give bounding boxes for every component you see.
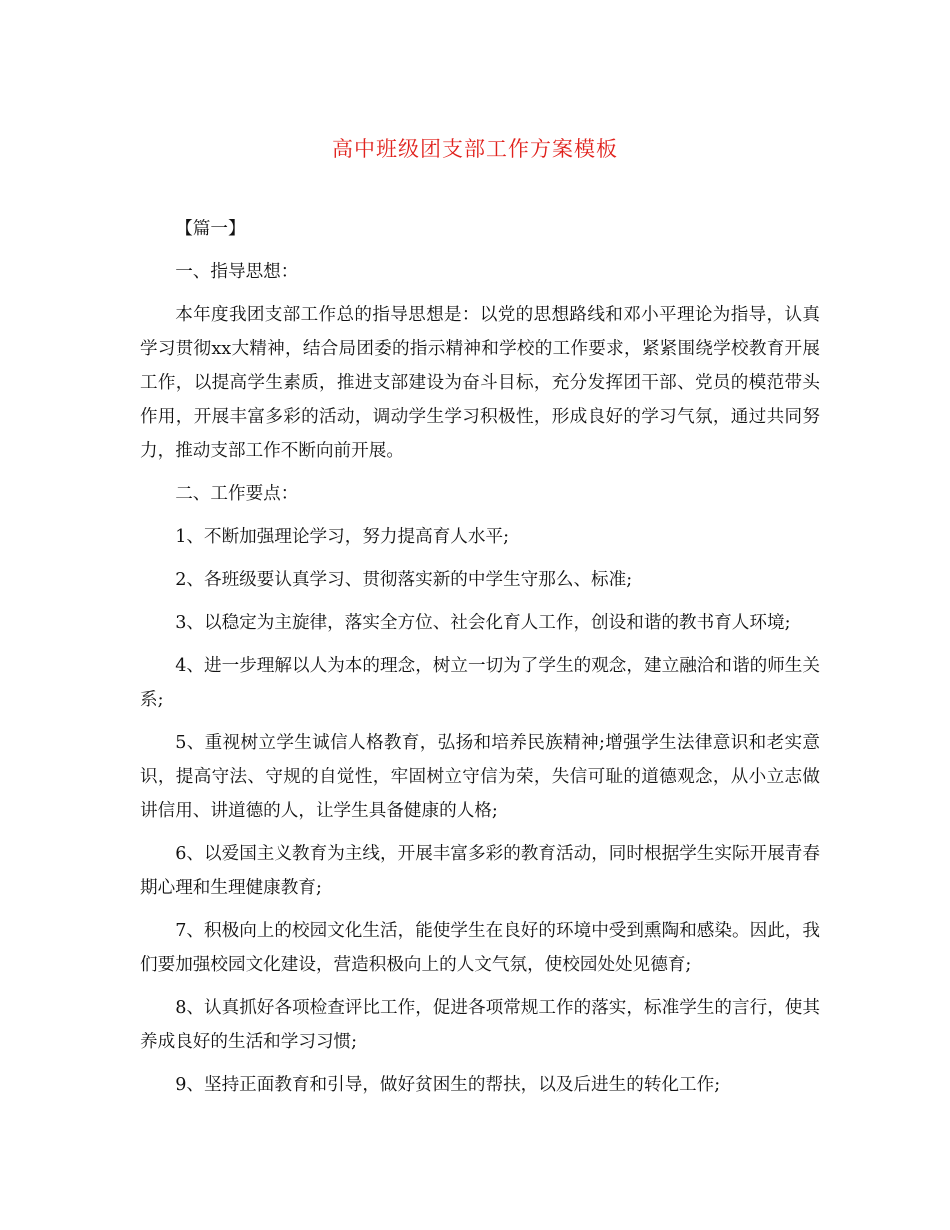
document-body xyxy=(140,212,820,1111)
heading-work-points: 二、工作要点： xyxy=(175,484,299,504)
work-point-2: 2、各班级要认真学习、贯彻落实新的中学生守那么、标准; xyxy=(175,570,633,590)
work-point-6: 6、以爱国主义教育为主线，开展丰富多彩的教育活动，同时根据学生实际开展青春期心理和生理健康教育; xyxy=(140,844,820,898)
work-point-9: 9、坚持正面教育和引导，做好贫困生的帮扶，以及后进生的转化工作; xyxy=(175,1075,721,1095)
paragraph-guiding-ideology: 本年度我团支部工作总的指导思想是：以党的思想路线和邓小平理论为指导，认真学习贯彻xx大精神，结合局团委的指示精神和学校的工作要求，紧紧围绕学校教育开展工作，以提高学生素质，推进支部建设为奋斗目标，充分发挥团干部、党员的模范带头作用，开展丰富多彩的活动，调动学生学习积极性，形成良好的学习气氛，通过共同努力，推动支部工作不断向前开展。 xyxy=(140,305,820,461)
work-point-8: 8、认真抓好各项检查评比工作，促进各项常规工作的落实，标准学生的言行，使其养成良好的生活和学习习惯; xyxy=(140,998,820,1052)
document-title: 高中班级团支部工作方案模板 xyxy=(332,137,618,161)
work-point-3: 3、以稳定为主旋律，落实全方位、社会化育人工作，创设和谐的教书育人环境; xyxy=(175,613,791,633)
work-point-4: 4、进一步理解以人为本的理念，树立一切为了学生的观念，建立融洽和谐的师生关系; xyxy=(140,656,820,710)
work-point-1: 1、不断加强理论学习，努力提高育人水平; xyxy=(175,527,509,547)
work-point-5: 5、重视树立学生诚信人格教育，弘扬和培养民族精神;增强学生法律意识和老实意识，提高守法、守规的自觉性，牢固树立守信为荣，失信可耻的道德观念，从小立志做讲信用、讲道德的人，让学生具备健康的人格; xyxy=(140,733,820,821)
work-point-7: 7、积极向上的校园文化生活，能使学生在良好的环境中受到熏陶和感染。因此，我们要加强校园文化建设，营造积极向上的人文气氛，使校园处处见德育; xyxy=(140,921,820,975)
heading-guiding-ideology: 一、指导思想： xyxy=(175,262,299,282)
section-label: 【篇一】 xyxy=(175,219,246,239)
